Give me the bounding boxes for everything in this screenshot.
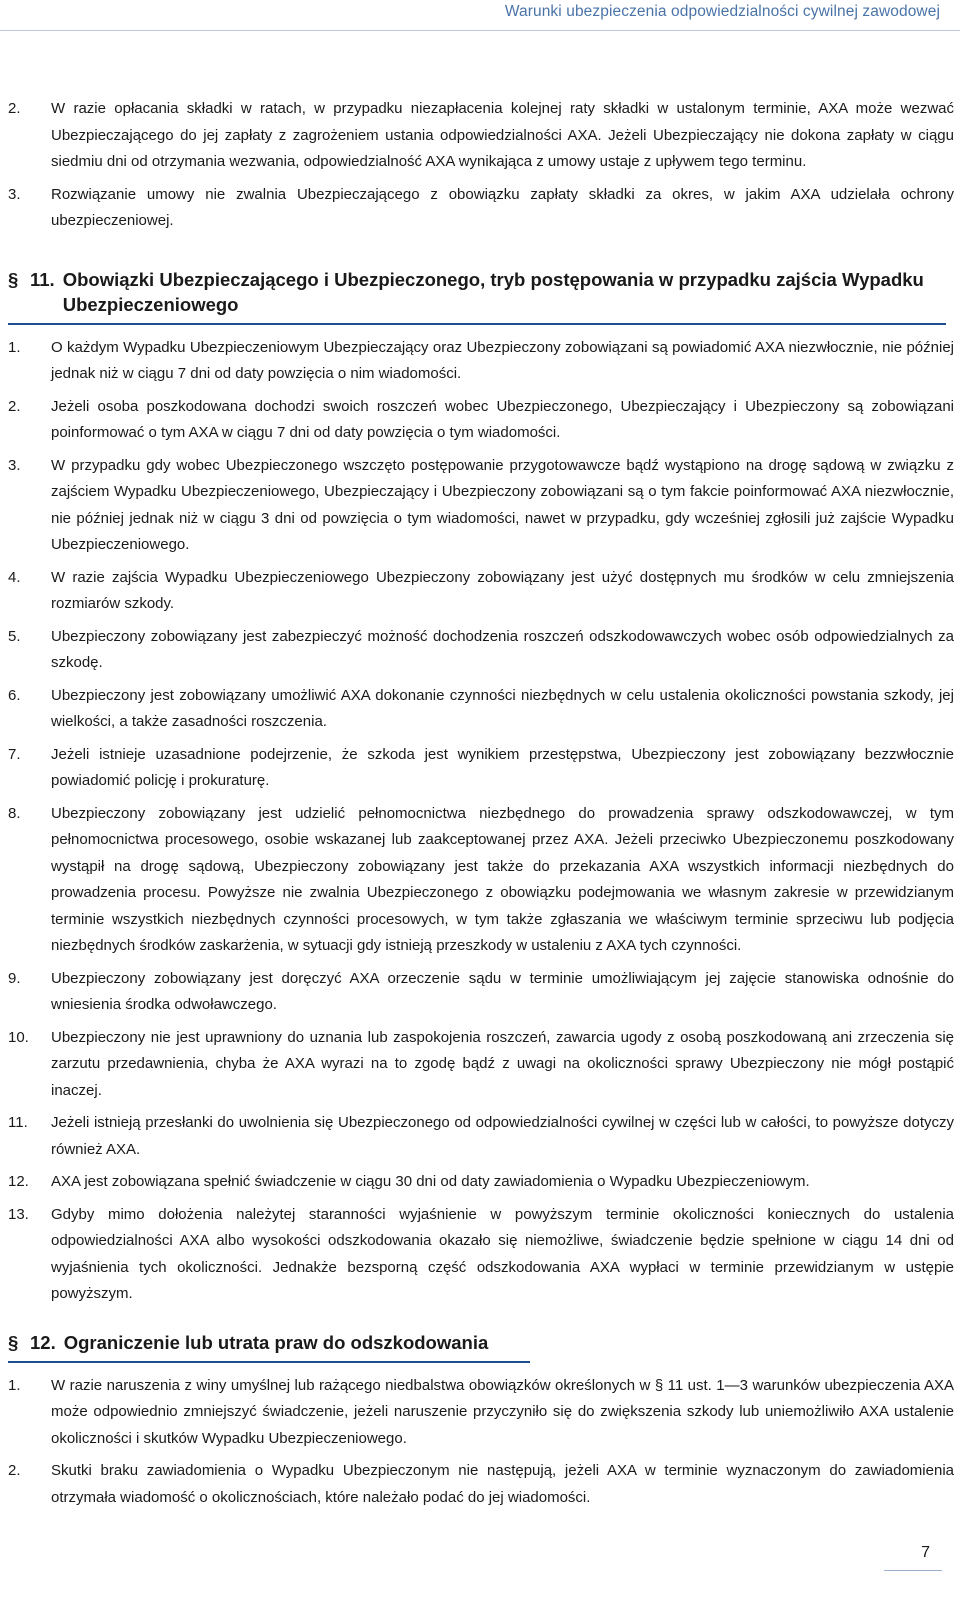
page-number-divider bbox=[884, 1570, 942, 1571]
item-text: Jeżeli osoba poszkodowana dochodzi swoich roszczeń wobec Ubezpieczonego, Ubezpieczający i Ubezpieczony są zobowiązani poinformować o tym AXA w ciągu 7 dni od daty powzięcia o tym wiadomości. bbox=[51, 397, 954, 441]
item-number: 13. bbox=[8, 1205, 29, 1223]
item-number: 2. bbox=[8, 397, 21, 415]
item-number: 5. bbox=[8, 627, 21, 645]
header-divider bbox=[0, 30, 960, 31]
item-text: Gdyby mimo dołożenia należytej staranności wyjaśnienie w powyższym terminie okoliczności koniecznych do ustalenia odpowiedzialności AXA albo wysokości odszkodowania okazało się niemożliwe, świadczenie będzie spełnione w ciągu 14 dni od wyjaśnienia tych okoliczności. Jednakże bezsporną część odszkodowania AXA wypłaci w terminie przewidzianym w ustępie powyższym. bbox=[51, 1205, 954, 1302]
item-number: 2. bbox=[8, 1462, 21, 1479]
list-item bbox=[8, 1373, 954, 1453]
item-number: 8. bbox=[8, 804, 21, 822]
item-text: Ubezpieczony jest zobowiązany umożliwić AXA dokonanie czynności niezbędnych w celu ustalenia okoliczności powstania szkody, jej wielkości, a także zasadności roszczenia. bbox=[51, 686, 954, 730]
page-number: 7 bbox=[921, 1544, 930, 1561]
item-text: AXA jest zobowiązana spełnić świadczenie w ciągu 30 dni od daty zawiadomienia o Wypadku Ubezpieczeniowym. bbox=[51, 1173, 810, 1190]
item-text: Rozwiązanie umowy nie zwalnia Ubezpieczającego z obowiązku zapłaty składki za okres, w jakim AXA udzielała ochrony ubezpieczeniowej. bbox=[51, 185, 954, 229]
list-item bbox=[8, 1202, 954, 1308]
item-number: 2. bbox=[8, 100, 21, 117]
item-text: Jeżeli istnieje uzasadnione podejrzenie, że szkoda jest wynikiem przestępstwa, Ubezpieczony jest zobowiązany bezzwłocznie powiadomić policję i prokuraturę. bbox=[51, 745, 954, 789]
section-title: Obowiązki Ubezpieczającego i Ubezpieczonego, tryb postępowania w przypadku zajścia Wypadku Ubezpieczeniowego bbox=[62, 268, 924, 315]
list-item bbox=[8, 1110, 954, 1163]
item-text: W razie zajścia Wypadku Ubezpieczeniowego Ubezpieczony zobowiązany jest użyć dostępnych mu środków w celu zmniejszenia rozmiarów szkody. bbox=[51, 568, 954, 612]
item-text: Ubezpieczony zobowiązany jest zabezpieczyć możność dochodzenia roszczeń odszkodowawczych wobec osób odpowiedzialnych za szkodę. bbox=[51, 627, 954, 671]
continued-list bbox=[8, 96, 954, 235]
section-symbol: § bbox=[8, 1331, 19, 1353]
list-item bbox=[8, 683, 954, 736]
item-text: Ubezpieczony zobowiązany jest udzielić pełnomocnictwa niezbędnego do prowadzenia sprawy odszkodowawczej, w tym pełnomocnictwa procesowego, osobie wskazanej lub zaakceptowanej przez AXA. Jeżeli przeciwko Ubezpieczonemu poszkodowany wystąpił na drogę sądową, Ubezpieczony zobowiązany jest także do przekazania AXA wszystkich informacji niezbędnych do prowadzenia procesu. Powyższe nie zwalnia Ubezpieczonego z obowiązku podejmowania we własnym zakresie w przewidzianym terminie wszystkich niezbędnych czynności procesowych, w tym także zgłaszania we właściwym terminie sprzeciwu lub podjęcia niezbędnych środków zaskarżenia, w sytuacji gdy istnieją przeszkody w ustaleniu z AXA tych czynności. bbox=[51, 804, 954, 954]
document-body bbox=[8, 96, 954, 1517]
item-number: 7. bbox=[8, 745, 21, 763]
item-number: 3. bbox=[8, 456, 21, 474]
list-item bbox=[8, 453, 954, 559]
list-item bbox=[8, 624, 954, 677]
section-title: Ograniczenie lub utrata praw do odszkodowania bbox=[63, 1331, 489, 1353]
section-12-list bbox=[8, 1373, 954, 1512]
list-item bbox=[8, 565, 954, 618]
item-text: Ubezpieczony nie jest uprawniony do uznania lub zaspokojenia roszczeń, zawarcia ugody z osobą poszkodowaną ani zrzeczenia się zarzutu przedawnienia, chyba że AXA wyrazi na to zgodę bądź z uwagi na okoliczności sprawy Ubezpieczony nie mógł postąpić inaczej. bbox=[51, 1028, 954, 1099]
section-11-heading bbox=[8, 267, 946, 325]
item-number: 1. bbox=[8, 338, 21, 356]
list-item bbox=[8, 966, 954, 1019]
item-number: 9. bbox=[8, 969, 21, 987]
item-text: W razie opłacania składki w ratach, w przypadku niezapłacenia kolejnej raty składki w ustalonym terminie, AXA może wezwać Ubezpieczającego do jej zapłaty z zagrożeniem ustania odpowiedzialności AXA. Jeżeli Ubezpieczający nie dokona zapłaty w ciągu siedmiu dni od otrzymania wezwania, odpowiedzialność AXA wynikająca z umowy ustaje z upływem tego terminu. bbox=[51, 100, 954, 170]
list-item bbox=[8, 394, 954, 447]
item-text: Ubezpieczony zobowiązany jest doręczyć AXA orzeczenie sądu w terminie umożliwiającym jej zajęcie stanowiska odnośnie do wniesienia środka odwoławczego. bbox=[51, 969, 954, 1013]
item-text: O każdym Wypadku Ubezpieczeniowym Ubezpieczający oraz Ubezpieczony zobowiązani są powiadomić AXA niezwłocznie, nie później jednak niż w ciągu 7 dni od daty powzięcia o nim wiadomości. bbox=[51, 338, 954, 382]
section-11-list bbox=[8, 335, 954, 1308]
list-item bbox=[8, 96, 954, 176]
list-item bbox=[8, 801, 954, 960]
item-number: 3. bbox=[8, 185, 21, 203]
list-item bbox=[8, 1025, 954, 1105]
section-number: 12. bbox=[30, 1331, 56, 1353]
item-number: 10. bbox=[8, 1028, 29, 1046]
item-text: Skutki braku zawiadomienia o Wypadku Ubezpieczonym nie następują, jeżeli AXA w terminie wyznaczonym do zawiadomienia otrzymała wiadomość o okolicznościach, które należało podać do jej wiadomości. bbox=[51, 1462, 954, 1506]
section-number: 11. bbox=[30, 268, 55, 290]
running-header: Warunki ubezpieczenia odpowiedzialności cywilnej zawodowej bbox=[504, 3, 940, 20]
item-number: 11. bbox=[8, 1114, 28, 1131]
item-number: 12. bbox=[8, 1173, 29, 1190]
item-text: W razie naruszenia z winy umyślnej lub rażącego niedbalstwa obowiązków określonych w § 11 ust. 1—3 warunków ubezpieczenia AXA może odpowiednio zmniejszyć świadczenie, jeżeli naruszenie przyczyniło się do zwiększenia szkody lub uniemożliwiło AXA ustalenie okoliczności i skutków Wypadku Ubezpieczeniowego. bbox=[51, 1376, 954, 1447]
section-symbol: § bbox=[8, 268, 19, 290]
item-number: 6. bbox=[8, 686, 21, 704]
item-text: W przypadku gdy wobec Ubezpieczonego wszczęto postępowanie przygotowawcze bądź wystąpiono na drogę sądową w związku z zajściem Wypadku Ubezpieczeniowego, Ubezpieczający i Ubezpieczony zobowiązani są o tym fakcie poinformować AXA niezwłocznie, nie później jednak niż w ciągu 3 dni od powzięcia o tym wiadomości, nawet w przypadku, gdy wcześniej zgłosili już zajście Wypadku Ubezpieczeniowego. bbox=[51, 456, 954, 553]
list-item bbox=[8, 1169, 954, 1196]
section-12-heading bbox=[8, 1330, 530, 1363]
list-item bbox=[8, 335, 954, 388]
item-text: Jeżeli istnieją przesłanki do uwolnienia się Ubezpieczonego od odpowiedzialności cywilnej w części lub w całości, to powyższe dotyczy również AXA. bbox=[51, 1114, 954, 1158]
list-item bbox=[8, 1458, 954, 1511]
list-item bbox=[8, 742, 954, 795]
item-number: 4. bbox=[8, 568, 21, 586]
item-number: 1. bbox=[8, 1376, 21, 1394]
list-item bbox=[8, 182, 954, 235]
